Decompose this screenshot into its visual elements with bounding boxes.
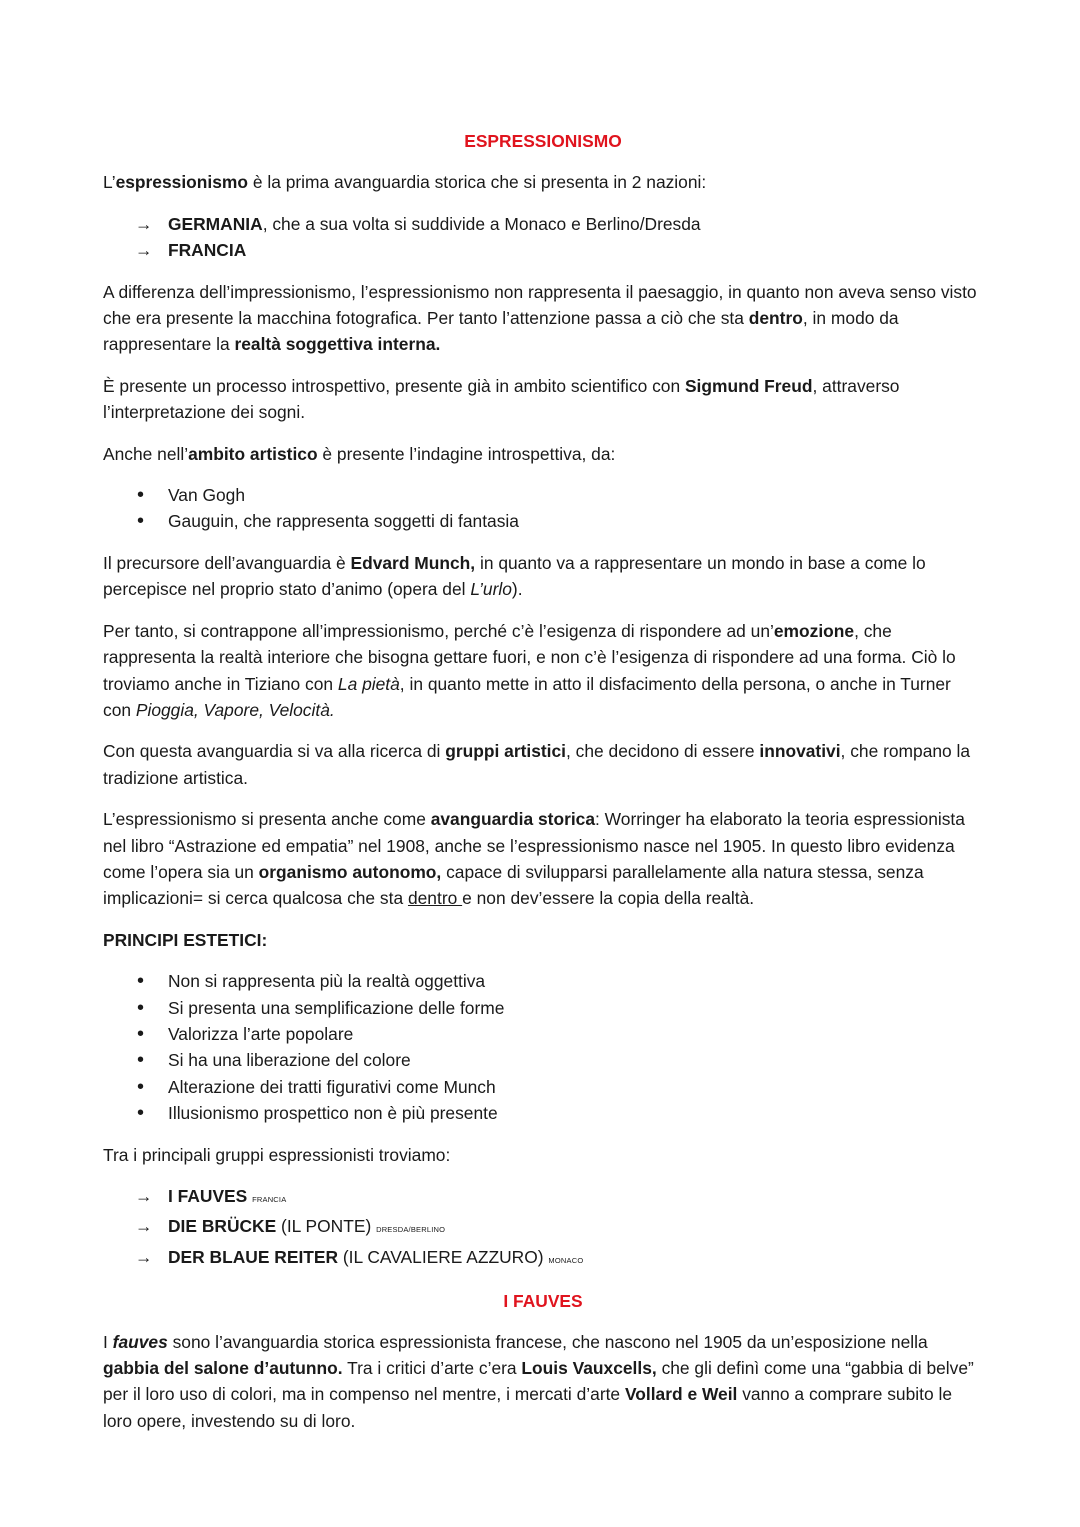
arrow-icon: → [135, 1246, 153, 1267]
list-item: • Non si rappresenta più la realtà oggettiva [103, 968, 983, 994]
bullet-icon: • [137, 510, 145, 533]
page-title: ESPRESSIONISMO [464, 131, 622, 151]
arrow-icon: → [135, 1216, 153, 1237]
nations-list [103, 211, 983, 264]
list-item: • Valorizza l’arte popolare [103, 1021, 983, 1047]
list-item: • Si ha una liberazione del colore [103, 1047, 983, 1073]
artists-list [103, 482, 983, 535]
list-item: → I FAUVES FRANCIA [103, 1183, 983, 1213]
groups-intro: Tra i principali gruppi espressionisti troviamo: [103, 1144, 451, 1165]
principles-list [103, 968, 983, 1126]
paragraph-fauves: I fauves sono l’avanguardia storica espressionista francese, che nascono nel 1905 da un’esposizione nella gabbia del salone d’autunno. Tra i critici d’arte c’era Louis Vauxcells, che gli definì come una “gabbia di belve” per il loro uso di colori, ma in compenso nel mentre, i mercati d’arte Vollard e Weil vanno a comprare subito le loro opere, investendo su di loro. [103, 1331, 974, 1431]
list-item: • Van Gogh [103, 482, 983, 508]
list-item: → FRANCIA [103, 237, 983, 263]
section-title-fauves: I FAUVES [503, 1291, 583, 1312]
document-page [103, 128, 983, 1449]
paragraph-artistic: Anche nell’ambito artistico è presente l’indagine introspettiva, da: [103, 443, 616, 464]
list-item: • Illusionismo prospettico non è più presente [103, 1100, 983, 1126]
paragraph-impressionism: A differenza dell’impressionismo, l’espressionismo non rappresenta il paesaggio, in quanto non aveva senso visto che era presente la macchina fotografica. Per tanto l’attenzione passa a ciò che sta dentro, in modo da rappresentare la realtà soggettiva interna. [103, 281, 977, 355]
arrow-icon: → [135, 1186, 153, 1206]
list-item: → DIE BRÜCKE (IL PONTE) DRESDA/BERLINO [103, 1213, 983, 1243]
list-item: → DER BLAUE REITER (IL CAVALIERE AZZURO) MONACO [103, 1244, 983, 1274]
list-item: • Si presenta una semplificazione delle forme [103, 995, 983, 1021]
bullet-icon: • [137, 996, 145, 1019]
bullet-icon: • [137, 484, 145, 507]
bullet-icon: • [137, 1049, 145, 1072]
bullet-icon: • [137, 970, 145, 993]
paragraph-munch: Il precursore dell’avanguardia è Edvard Munch, in quanto va a rappresentare un mondo in base a come lo percepisce nel proprio stato d’animo (opera del L’urlo). [103, 552, 926, 600]
list-item: • Gauguin, che rappresenta soggetti di fantasia [103, 508, 983, 534]
bullet-icon: • [137, 1022, 145, 1045]
principles-heading: PRINCIPI ESTETICI: [103, 929, 268, 950]
group-location-note: FRANCIA [252, 1195, 287, 1204]
list-item: → GERMANIA, che a sua volta si suddivide a Monaco e Berlino/Dresda [103, 211, 983, 237]
paragraph-emotion: Per tanto, si contrappone all’impressionismo, perché c’è l’esigenza di rispondere ad un’emozione, che rappresenta la realtà interiore che bisogna gettare fuori, e non c’è l’esigenza di rispondere ad una forma. Ciò lo troviamo anche in Tiziano con La pietà, in quanto mette in atto il disfacimento della persona, o anche in Turner con Pioggia, Vapore, Velocità. [103, 620, 956, 720]
paragraph-groups: Con questa avanguardia si va alla ricerca di gruppi artistici, che decidono di essere innovativi, che rompano la tradizione artistica. [103, 741, 971, 788]
paragraph-freud: È presente un processo introspettivo, presente già in ambito scientifico con Sigmund Freud, attraverso l’interpretazione dei sogni. [103, 375, 900, 423]
list-item: • Alterazione dei tratti figurativi come Munch [103, 1074, 983, 1100]
groups-list [103, 1183, 983, 1274]
arrow-icon: → [135, 213, 153, 234]
bullet-icon: • [137, 1075, 145, 1098]
group-location-note: DRESDA/BERLINO [376, 1225, 446, 1235]
group-location-note: MONACO [548, 1255, 584, 1265]
paragraph-worringer: L’espressionismo si presenta anche come avanguardia storica: Worringer ha elaborato la teoria espressionista nel libro “Astrazione ed empatia” nel 1908, anche se l’espressionismo nasce nel 1905. In questo libro evidenza come l’opera sia un organismo autonomo, capace di svilupparsi parallelamente alla natura stessa, senza implicazioni= si cerca qualcosa che sta dentro e non dev’essere la copia della realtà. [103, 809, 965, 909]
arrow-icon: → [135, 240, 153, 261]
intro-paragraph: L’espressionismo è la prima avanguardia storica che si presenta in 2 nazioni: [103, 172, 707, 193]
bullet-icon: • [137, 1102, 145, 1125]
